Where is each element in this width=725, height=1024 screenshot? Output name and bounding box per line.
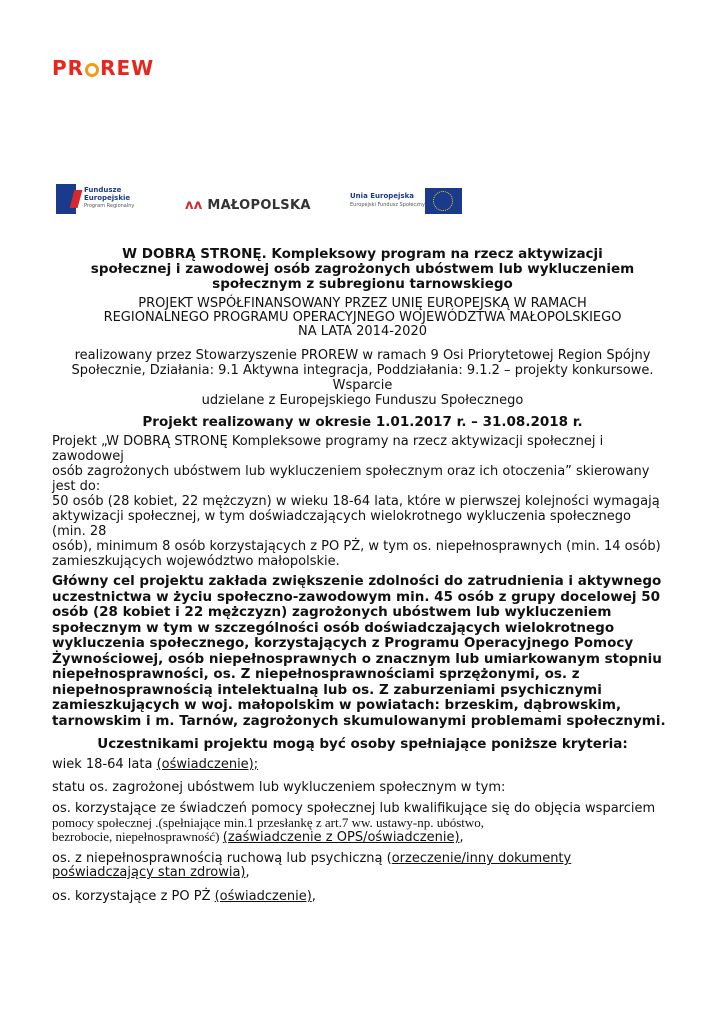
criterion-social-assistance	[52, 802, 674, 845]
realized-line3: Wsparcie	[332, 378, 393, 393]
fundusze-line1: Fundusze	[84, 186, 122, 194]
criterion-punct: ,	[245, 865, 250, 880]
cofinance-line3: NA LATA 2014-2020	[298, 324, 427, 339]
goal-line: zamieszkujących w woj. małopolskim w powiatach: brzeskim, dąbrowskim,	[52, 697, 622, 713]
criterion-punct: ,	[459, 830, 464, 845]
goal-paragraph	[52, 574, 677, 729]
ue-line1: Unia Europejska	[350, 192, 414, 200]
logo-text: PR REW	[52, 56, 155, 80]
criterion-disability	[52, 852, 674, 880]
goal-line: Żywnościowej, osób niepełnosprawnych o znacznym lub umiarkowanym stopniu	[52, 650, 662, 667]
criterion-document-link[interactable]: (oświadczenie);	[156, 757, 259, 772]
title-line2: społecznej i zawodowej osób zagrożonych ubóstwem lub wykluczeniem	[90, 261, 635, 277]
prorew-logo	[52, 56, 154, 80]
criterion-document-link[interactable]: poświadczający stan zdrowia)	[52, 865, 246, 880]
cofinance-line2: REGIONALNEGO PROGRAMU OPERACYJNEGO WOJEWÓDZTWA MAŁOPOLSKIEGO	[103, 310, 622, 325]
criterion-document-link[interactable]: (oświadczenie)	[214, 889, 312, 904]
goal-line: Główny cel projektu zakłada zwiększenie zdolności do zatrudnienia i aktywnego	[52, 573, 662, 589]
cofinance-notice	[40, 297, 685, 339]
realized-by	[40, 348, 685, 408]
fundusze-line3: Program Regionalny	[84, 203, 135, 209]
ue-line2: Europejski Fundusz Społeczny	[350, 202, 425, 208]
intro-line: zawodowej	[52, 449, 124, 464]
eu-flag-icon	[425, 188, 462, 214]
fundusze-line2: Europejskie	[84, 194, 131, 202]
ue-logo-text	[350, 192, 425, 210]
fundusze-europejskie-logo	[56, 182, 156, 218]
title-line3: społecznym z subregionu tarnowskiego	[212, 276, 513, 292]
realized-line2: Społecznie, Działania: 9.1 Aktywna integracja, Poddziałania: 9.1.2 – projekty konkursowe.	[71, 363, 654, 378]
criterion-po-pz	[52, 889, 316, 904]
realized-line1: realizowany przez Stowarzyszenie PROREW w ramach 9 Osi Priorytetowej Region Spójny	[74, 348, 651, 363]
criterion-line: os. z niepełnosprawnością ruchową lub psychiczną (	[52, 851, 392, 866]
criterion-text: wiek 18-64 lata	[52, 757, 157, 772]
intro-line: aktywizacji społecznej, w tym doświadczających wielokrotnego wykluczenia społecznego	[52, 509, 631, 524]
intro-line: osób zagrożonych ubóstwem lub wykluczeniem społecznym oraz ich otoczenia” skierowany	[52, 464, 650, 479]
malopolska-mark-icon: ʌʌ	[185, 198, 203, 213]
criterion-document-link[interactable]: (zaświadczenie z OPS/oświadczenie)	[222, 830, 460, 845]
goal-line: wykluczenia społecznego, korzystających z Programu Operacyjnego Pomocy	[52, 635, 634, 651]
intro-line: osób), minimum 8 osób korzystających z PO PŻ, w tym os. niepełnosprawnych (min. 14 osób)	[52, 539, 661, 554]
intro-line: 50 osób (28 kobiet, 22 mężczyzn) w wieku 18-64 lata, które w pierwszej kolejności wymagają	[52, 494, 660, 509]
criterion-document-link[interactable]: orzeczenie/inny dokumenty	[391, 851, 572, 866]
criterion-line: os. korzystające ze świadczeń pomocy społecznej lub kwalifikujące się do objęcia wsparciem	[52, 801, 656, 816]
intro-line: (min. 28	[52, 524, 107, 539]
criterion-text: os. korzystające z PO PŻ	[52, 889, 215, 904]
criterion-line: bezrobocie, niepełnosprawność)	[52, 829, 223, 844]
criterion-age	[52, 757, 258, 772]
intro-line: zamieszkujących województwo małopolskie.	[52, 554, 340, 569]
project-period: Projekt realizowany w okresie 1.01.2017 r. – 31.08.2018 r.	[142, 414, 583, 430]
cofinance-line1: PROJEKT WSPÓŁFINANSOWANY PRZEZ UNIĘ EUROPEJSKĄ W RAMACH	[138, 296, 587, 311]
realized-line4: udzielane z Europejskiego Funduszu Społecznego	[201, 393, 524, 408]
goal-line: tarnowskim i m. Tarnów, zagrożonych skumulowanymi problemami społecznymi.	[52, 712, 666, 729]
eu-funds-flag-icon	[56, 184, 76, 214]
title-line1: W DOBRĄ STRONĘ. Kompleksowy program na rzecz aktywizacji	[122, 246, 603, 262]
malopolska-text: MAŁOPOLSKA	[207, 198, 311, 213]
criterion-punct: ,	[311, 889, 316, 904]
intro-line: Projekt „W DOBRĄ STRONĘ Kompleksowe programy na rzecz aktywizacji społecznej i	[52, 434, 604, 449]
goal-line: uczestnictwa w życiu społeczno-zawodowym min. 45 osób z grupy docelowej 50	[52, 588, 661, 605]
goal-line: osób (28 kobiet i 22 mężczyzn) zagrożonych ubóstwem lub wykluczeniem	[52, 604, 612, 620]
intro-line: jest do:	[52, 479, 101, 494]
criteria-heading: Uczestnikami projektu mogą być osoby spełniające poniższe kryteria:	[97, 736, 628, 752]
criterion-status: statu os. zagrożonej ubóstwem lub wykluczeniem społecznym w tym:	[52, 780, 506, 795]
goal-line: niepełnosprawnością intelektualną lub os. Z zaburzeniami psychicznymi	[52, 681, 602, 698]
criterion-line: pomocy społecznej .(spełniające min.1 przesłankę z art.7 ww. ustawy-np. ubóstwo,	[52, 815, 485, 830]
malopolska-logo	[185, 198, 311, 213]
project-title	[40, 247, 685, 292]
intro-paragraph	[52, 434, 677, 569]
goal-line: niepełnosprawności, os. Z niepełnosprawnościami sprzężonymi, os. z	[52, 666, 580, 682]
goal-line: społecznym w tym w szczególności osób doświadczających wielokrotnego	[52, 619, 615, 636]
